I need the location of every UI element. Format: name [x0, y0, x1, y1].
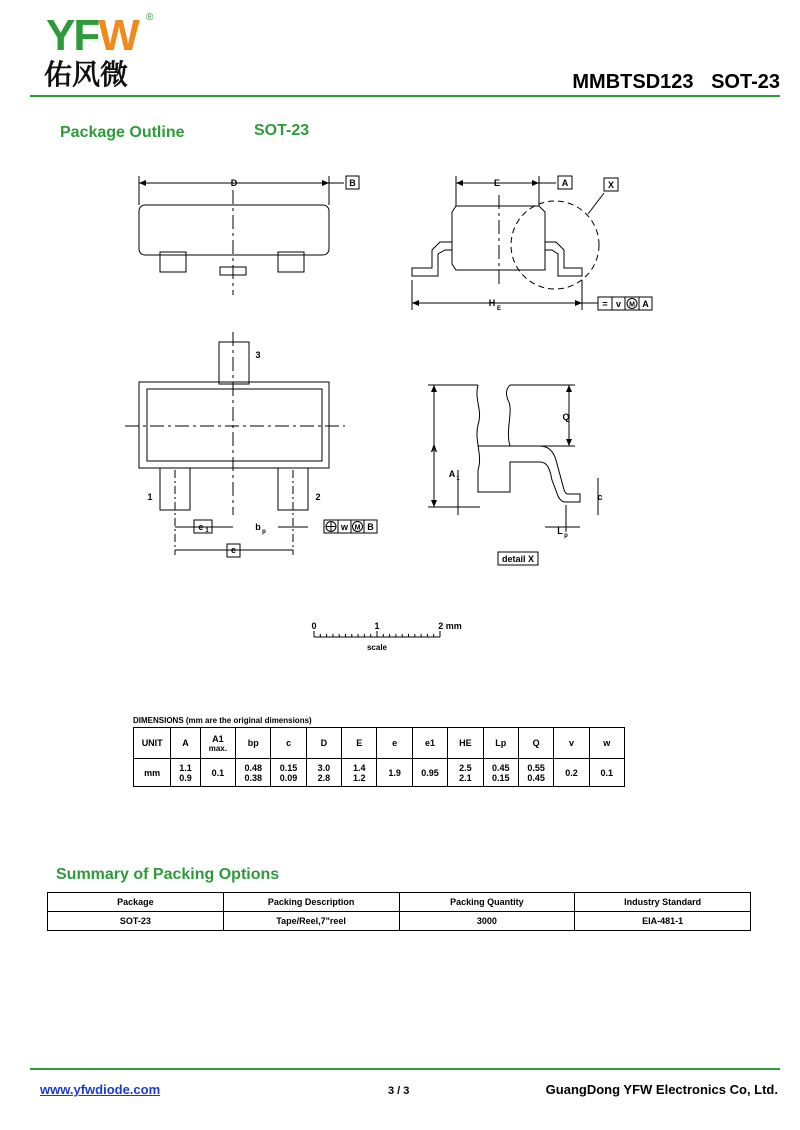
packing-table	[47, 892, 751, 931]
packing-cell: SOT-23	[48, 912, 224, 931]
package-type-title: SOT-23	[254, 122, 310, 139]
label-a1: A	[448, 469, 456, 479]
logo-chinese-name: 佑风微	[44, 58, 129, 91]
dim-header-cell	[377, 728, 412, 759]
dim-value: 2.8	[317, 772, 331, 783]
dim-header-symbol: w	[603, 738, 611, 748]
package-outline-title: Package Outline	[60, 124, 185, 141]
dim-header-cell	[236, 728, 271, 759]
label-he-sub: E	[496, 306, 502, 312]
detail-x-leader	[588, 193, 604, 214]
dim-value-cell	[171, 759, 200, 787]
arrow-q-top	[566, 385, 572, 392]
label-d: D	[230, 178, 238, 188]
dimensions-value-row	[134, 759, 625, 787]
dim-value: 1.1	[179, 762, 192, 773]
dim-value: 0.38	[244, 772, 262, 783]
label-lp: L	[557, 526, 563, 536]
dim-value: 0.15	[279, 762, 298, 773]
label-q: Q	[562, 412, 570, 422]
dim-value: 0.2	[565, 767, 578, 778]
pin-3-label: 3	[255, 350, 261, 360]
dim-header-symbol: HE	[459, 738, 472, 748]
label-e-width: E	[493, 178, 501, 188]
arrow-q-bottom	[566, 439, 572, 446]
dim-header-cell	[554, 728, 589, 759]
dim-value: 1.4	[353, 762, 366, 773]
scale-caption: scale	[366, 643, 388, 652]
pin-1-label: 1	[147, 492, 153, 502]
packing-cell: Tape/Reel,7"reel	[223, 912, 399, 931]
tol2-w: w	[340, 522, 349, 532]
logo-letter-w: W	[98, 11, 138, 60]
footer-rule	[30, 1068, 780, 1070]
dim-value-cell	[377, 759, 412, 787]
arrow-e-left	[456, 180, 463, 186]
dimensions-caption: DIMENSIONS (mm are the original dimensions)	[133, 716, 312, 725]
detail-x-circle	[511, 201, 599, 289]
dim-header-symbol: Q	[532, 738, 540, 748]
dim-header-symbol: Lp	[495, 738, 507, 748]
dim-value: 0.09	[279, 772, 298, 783]
dim-value: 1.2	[353, 772, 366, 783]
label-lp-sub: p	[564, 533, 568, 539]
dim-value-cell	[342, 759, 377, 787]
top-view-body	[139, 205, 329, 255]
tol2-m: M	[354, 524, 361, 532]
dim-value-cell	[448, 759, 483, 787]
dim-value: 1.9	[388, 767, 401, 778]
tol-a: A	[642, 299, 649, 309]
dim-value: 0.95	[421, 767, 439, 778]
label-a-datum: A	[561, 178, 569, 188]
dim-header-symbol: A1	[212, 733, 224, 744]
dim-value-cell	[236, 759, 271, 787]
dim-value-cell	[200, 759, 235, 787]
dim-value-cell	[306, 759, 341, 787]
dim-header-note: max.	[208, 743, 227, 753]
label-b: B	[349, 178, 356, 188]
detail-x-profile	[477, 385, 580, 502]
dim-value: 2.1	[459, 772, 472, 783]
arrow-a-top	[431, 385, 437, 392]
detail-x-label: detail X	[501, 554, 535, 564]
label-e1-sub: 1	[205, 528, 209, 534]
bottom-view-body	[139, 382, 329, 468]
arrow-a-bottom	[431, 500, 437, 507]
tol-m: M	[629, 301, 635, 309]
dim-header-symbol: c	[286, 738, 292, 748]
arrow-e-right	[532, 180, 539, 186]
dim-header-cell	[342, 728, 377, 759]
part-number-title: MMBTSD123 SOT-23	[572, 71, 780, 93]
dim-header-cell	[171, 728, 200, 759]
dim-header-symbol: D	[320, 738, 328, 748]
packing-header-cell: Package	[48, 893, 224, 912]
dim-header-symbol: v	[568, 738, 574, 748]
label-x: X	[607, 180, 615, 190]
arrow-d-right	[322, 180, 329, 186]
packing-options-title: Summary of Packing Options	[56, 866, 280, 883]
label-e1: e	[198, 522, 204, 532]
dim-header-cell	[412, 728, 447, 759]
dim-header-cell	[134, 728, 171, 759]
side-lead-right	[545, 242, 582, 276]
arrow-d-left	[139, 180, 146, 186]
registered-mark: ®	[146, 12, 154, 23]
label-a: A	[430, 444, 438, 454]
dim-header-symbol: A	[182, 738, 189, 748]
dim-value: 0.1	[211, 767, 225, 778]
packing-header-row	[48, 893, 751, 912]
dim-header-cell	[483, 728, 518, 759]
dim-header-symbol: e	[392, 738, 398, 748]
scale-label-1: 1	[374, 621, 380, 631]
label-bp: b	[255, 522, 261, 532]
website-link[interactable]: www.yfwdiode.com	[40, 1082, 161, 1097]
packing-cell: EIA-481-1	[575, 912, 751, 931]
packing-header-cell: Packing Quantity	[399, 893, 575, 912]
arrow-he-right	[575, 300, 582, 306]
dim-value: 0.45	[491, 762, 510, 773]
dim-value: mm	[144, 767, 161, 778]
dim-header-cell	[200, 728, 235, 759]
dim-header-symbol: e1	[425, 738, 436, 748]
dimensions-header-row	[134, 728, 625, 759]
bottom-view-inner	[147, 389, 322, 461]
dim-value: 0.1	[600, 767, 614, 778]
logo-letters-yf: YF	[46, 11, 99, 60]
dim-header-symbol: E	[356, 738, 363, 748]
dim-header-cell	[271, 728, 306, 759]
scale-label-0: 0	[311, 621, 317, 631]
bottom-lead-3	[219, 342, 249, 384]
dim-value: 0.45	[527, 772, 545, 783]
dim-value-cell	[589, 759, 624, 787]
packing-body	[48, 912, 751, 931]
dim-value-cell	[134, 759, 171, 787]
dim-header-cell	[306, 728, 341, 759]
scale-label-2mm: 2 mm	[438, 621, 462, 631]
packing-row	[48, 912, 751, 931]
company-name: GuangDong YFW Electronics Co, Ltd.	[545, 1082, 778, 1097]
label-a1-sub: 1	[456, 476, 460, 482]
label-c: c	[597, 492, 603, 502]
dim-value: 3.0	[317, 762, 331, 773]
dim-value-cell	[554, 759, 589, 787]
dim-header-cell	[518, 728, 553, 759]
dim-value: 0.48	[244, 762, 262, 773]
label-e-pitch: e	[230, 545, 237, 555]
dimensions-table	[133, 727, 625, 787]
dim-value-cell	[412, 759, 447, 787]
pin-2-label: 2	[315, 492, 321, 502]
page-number: 3 / 3	[388, 1085, 410, 1097]
packing-header-cell: Packing Description	[223, 893, 399, 912]
dim-header-symbol: bp	[247, 738, 259, 748]
dim-value: 0.55	[527, 762, 545, 773]
tol-eq: =	[602, 299, 608, 309]
dim-value: 0.15	[491, 772, 510, 783]
packing-cell: 3000	[399, 912, 575, 931]
dim-value-cell	[518, 759, 553, 787]
packing-header-cell: Industry Standard	[575, 893, 751, 912]
tol-v: v	[615, 299, 622, 309]
dim-header-symbol: UNIT	[141, 738, 163, 748]
side-lead-left	[412, 242, 452, 276]
label-he: H	[488, 298, 496, 308]
dim-value: 2.5	[459, 762, 472, 773]
tol2-b: B	[367, 522, 374, 532]
dim-value-cell	[271, 759, 306, 787]
dim-value-cell	[483, 759, 518, 787]
label-bp-sub: p	[262, 529, 266, 535]
dim-header-cell	[448, 728, 483, 759]
dim-header-cell	[589, 728, 624, 759]
dim-value: 0.9	[179, 772, 192, 783]
arrow-he-left	[412, 300, 419, 306]
